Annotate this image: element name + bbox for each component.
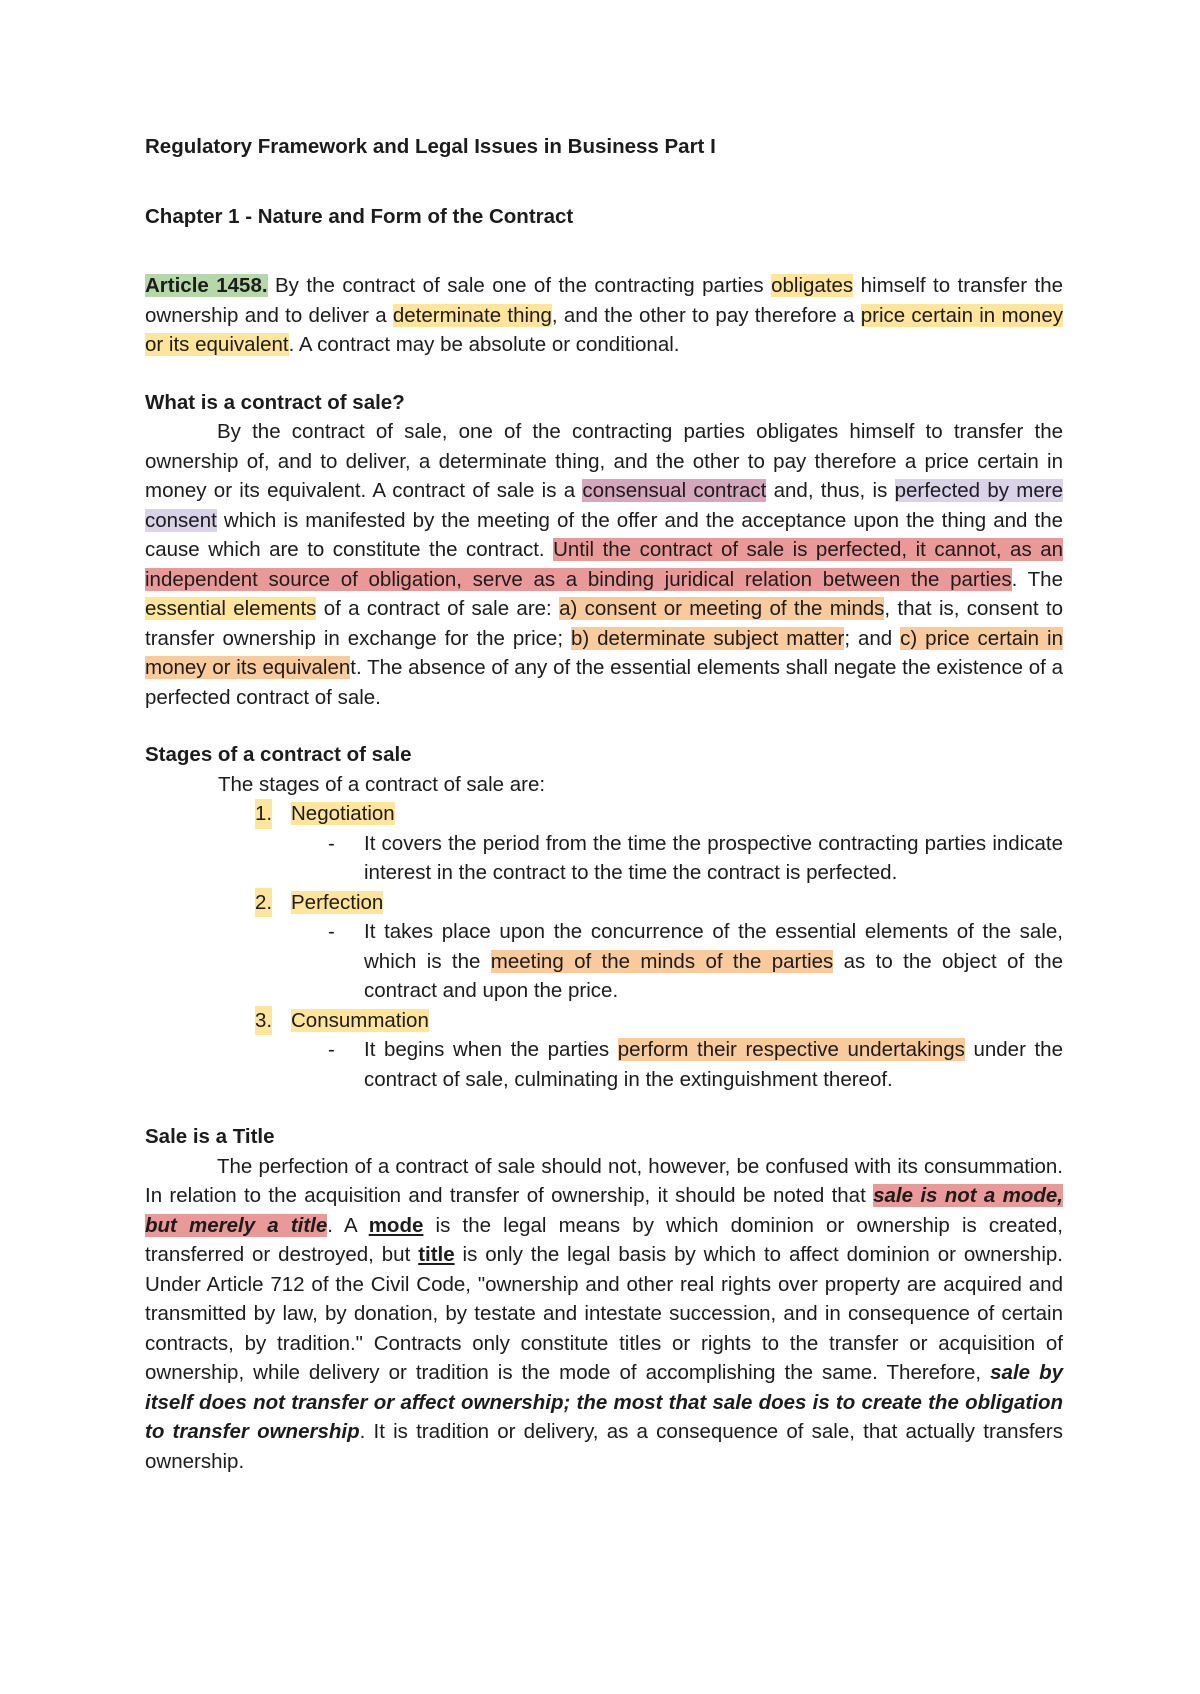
highlight-until-perfected: Until the contract of sale is perfected, it cannot, as an independent source of obligation, serve as a binding juridical relation between the parties xyxy=(145,538,1063,591)
section-heading-sale-is-title: Sale is a Title xyxy=(145,1125,275,1148)
term-title: title xyxy=(418,1243,455,1266)
highlight-not-a-mode: sale is not a mode, but merely a title xyxy=(145,1184,1064,1237)
what-is-paragraph: By the contract of sale, one of the contracting parties obligates himself to transfer the ownership of, and to deliver, a determinate thing, and the other to pay therefore a price certain in money or its equivalent. A contract of sale is a consensual contract and, thus, is perfected by mere consent which is manifested by the meeting of the offer and the acceptance upon the thing and the cause which are to constitute the contract. Until the contract of sale is perfected, it cannot, as an independent source of obligation, serve as a binding juridical relation between the parties. The essential elements of a contract of sale are: a) consent or meeting of the minds, that is, consent to transfer ownership in exchange for the price; b) determinate subject matter; and c) price certain in money or its equivalent. The absence of any of the essential elements shall negate the existence of a perfected contract of sale. xyxy=(145,420,1063,709)
section-heading-what-is: What is a contract of sale? xyxy=(145,390,405,414)
chapter-title: Chapter 1 - Nature and Form of the Contract xyxy=(145,204,574,228)
document-title: Regulatory Framework and Legal Issues in Business Part I xyxy=(145,135,716,158)
stage-name: Negotiation xyxy=(291,802,395,825)
highlight-price-certain: price certain in money or its equivalent xyxy=(145,303,1063,356)
highlight-determinate-thing: determinate thing xyxy=(392,303,552,327)
article-label: Article 1458. xyxy=(145,274,268,297)
stage-number: 3. xyxy=(255,1006,272,1036)
document-page xyxy=(145,128,1063,1476)
highlight-element-a: a) consent or meeting of the minds xyxy=(559,597,885,620)
highlight-element-b: b) determinate subject matter xyxy=(570,626,845,650)
dash-bullet: - xyxy=(328,831,335,855)
highlight-consensual-contract: consensual contract xyxy=(582,479,767,502)
stage-name: Perfection xyxy=(291,890,384,914)
section-heading-stages: Stages of a contract of sale xyxy=(145,743,412,766)
stage-number: 1. xyxy=(255,799,272,829)
term-mode: mode xyxy=(368,1213,424,1237)
highlight-perfected-by-consent: perfected by mere consent xyxy=(145,479,1063,532)
stage-description: - It takes place upon the concurrence of the essential elements of the sale, which is the meeting of the minds of the parties as to the object of the contract and upon the price. xyxy=(145,917,1063,1006)
stage-name: Consummation xyxy=(291,1008,429,1032)
highlight-obligates: obligates xyxy=(771,274,854,297)
highlight-element-c: c) price certain in money or its equivalen xyxy=(145,626,1063,679)
stage-item-perfection xyxy=(145,888,1063,918)
dash-bullet: - xyxy=(328,1038,335,1061)
stage-item-consummation xyxy=(145,1006,1063,1036)
stage-description: - It covers the period from the time the prospective contracting parties indicate interest in the contract to the time the contract is perfected. xyxy=(145,829,1063,888)
highlight-essential-elements: essential elements xyxy=(145,597,317,620)
emphasis-sale-obligation: sale by itself does not transfer or affect ownership; the most that sale does is to create the obligation to transfer ownership xyxy=(145,1361,1063,1443)
stages-intro: The stages of a contract of sale are: xyxy=(218,772,546,796)
highlight-perform-undertakings: perform their respective undertakings xyxy=(617,1038,965,1061)
highlight-meeting-of-minds: meeting of the minds of the parties xyxy=(490,949,834,973)
stage-description: - It begins when the parties perform their respective undertakings under the contract of sale, culminating in the extinguishment thereof. xyxy=(145,1035,1063,1094)
dash-bullet: - xyxy=(328,920,335,943)
stage-number: 2. xyxy=(255,888,272,918)
sale-is-title-paragraph: The perfection of a contract of sale should not, however, be confused with its consummation. In relation to the acquisition and transfer of ownership, it should be noted that sale is not a mode, but merely a title. A mode is the legal means by which dominion or ownership is created, transferred or destroyed, but title is only the legal basis by which to affect dominion or ownership. Under Article 712 of the Civil Code, "ownership and other real rights over property are acquired and transmitted by law, by donation, by testate and intestate succession, and in consequence of certain contracts, by tradition." Contracts only constitute titles or rights to the transfer or acquisition of ownership, while delivery or tradition is the mode of accomplishing the same. Therefore, sale by itself does not transfer or affect ownership; the most that sale does is to create the obligation to transfer ownership. It is tradition or delivery, as a consequence of sale, that actually transfers ownership. xyxy=(145,1154,1064,1473)
article-1458-paragraph: Article 1458. By the contract of sale one of the contracting parties obligates himself to transfer the ownership and to deliver a determinate thing, and the other to pay therefore a price certain in money or its equivalent. A contract may be absolute or conditional. xyxy=(145,274,1063,356)
stage-item-negotiation xyxy=(145,799,1063,829)
